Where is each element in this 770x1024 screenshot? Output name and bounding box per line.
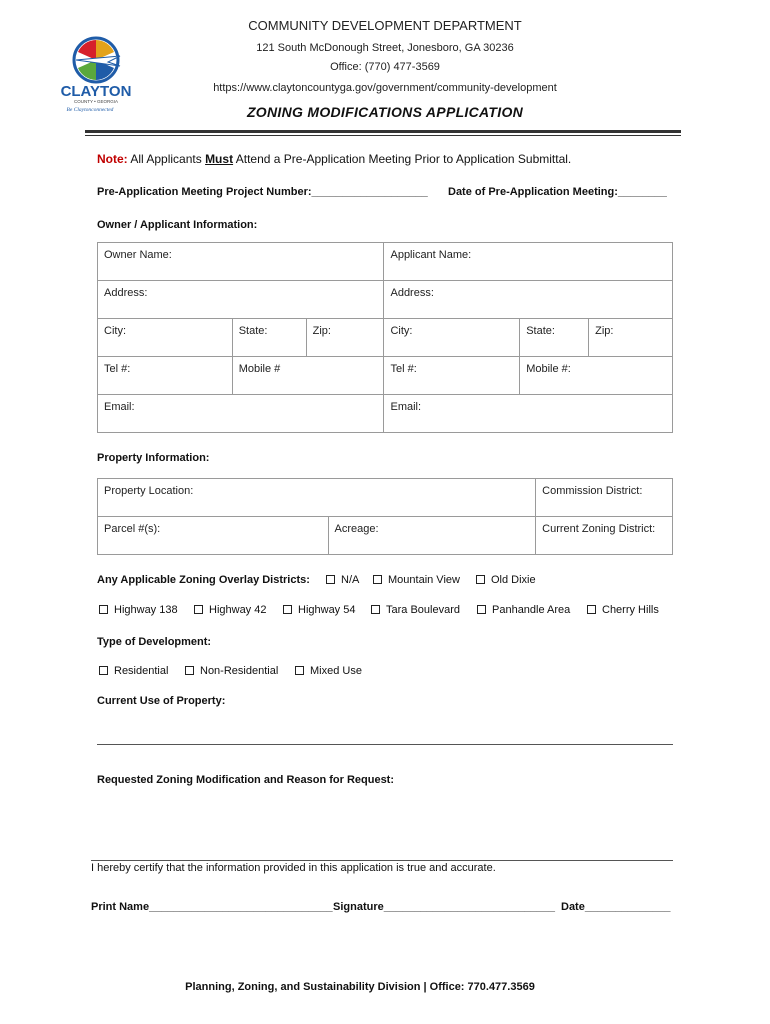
department-office-phone: Office: (770) 477-3569 [330,61,440,73]
note-text-after: Attend a Pre-Application Meeting Prior to Application Submittal. [233,152,572,166]
department-name: COMMUNITY DEVELOPMENT DEPARTMENT [248,18,522,33]
owner-zip-field[interactable]: Zip: [306,319,384,357]
overlay-option-old-dixie[interactable]: Old Dixie [476,574,536,586]
development-option-non-residential[interactable]: Non-Residential [185,665,278,677]
pre-app-date-field[interactable]: Date of Pre-Application Meeting:________ [448,186,667,198]
applicant-name-field[interactable]: Applicant Name: [384,243,673,281]
note-must: Must [205,152,234,166]
current-use-label: Current Use of Property: [97,695,226,707]
checkbox-icon[interactable] [185,666,194,675]
applicant-address-field[interactable]: Address: [384,281,673,319]
checkbox-icon[interactable] [371,605,380,614]
applicant-city-field[interactable]: City: [384,319,520,357]
overlay-option-panhandle-area[interactable]: Panhandle Area [477,604,570,616]
applicant-zip-field[interactable]: Zip: [589,319,673,357]
checkbox-icon[interactable] [99,666,108,675]
commission-district-field[interactable]: Commission District: [536,479,673,517]
checkbox-icon[interactable] [587,605,596,614]
owner-mobile-field[interactable]: Mobile # [232,357,384,395]
overlay-option-na[interactable]: N/A [326,574,359,586]
owner-applicant-table [97,242,673,433]
checkbox-icon[interactable] [476,575,485,584]
current-zoning-field[interactable]: Current Zoning District: [536,517,673,555]
overlay-option-highway-54[interactable]: Highway 54 [283,604,355,616]
overlay-option-tara-boulevard[interactable]: Tara Boulevard [371,604,460,616]
checkbox-icon[interactable] [194,605,203,614]
checkbox-icon[interactable] [477,605,486,614]
logo-subtext: COUNTY • GEORGIA [74,99,118,104]
parcel-field[interactable]: Parcel #(s): [98,517,329,555]
requested-modification-input-line[interactable] [91,860,673,861]
checkbox-icon[interactable] [283,605,292,614]
note-line [97,152,571,166]
owner-applicant-heading: Owner / Applicant Information: [97,219,258,231]
checkbox-icon[interactable] [295,666,304,675]
logo-tagline: Be Claytonconnected [66,107,114,113]
applicant-tel-field[interactable]: Tel #: [384,357,520,395]
note-text-before: All Applicants [127,152,206,166]
pre-app-project-number-field[interactable]: Pre-Application Meeting Project Number:___________________ [97,186,428,198]
acreage-field[interactable]: Acreage: [328,517,536,555]
overlay-option-cherry-hills[interactable]: Cherry Hills [587,604,659,616]
owner-city-field[interactable]: City: [98,319,233,357]
owner-address-field[interactable]: Address: [98,281,384,319]
title-rule [85,130,681,133]
checkbox-icon[interactable] [373,575,382,584]
footer-division-info: Planning, Zoning, and Sustainability Division | Office: 770.477.3569 [185,981,535,993]
current-use-input-line[interactable] [97,744,673,745]
property-info-table [97,478,673,555]
property-location-field[interactable]: Property Location: [98,479,536,517]
department-url[interactable]: https://www.claytoncountyga.gov/government/community-development [213,82,557,94]
requested-modification-label: Requested Zoning Modification and Reason for Request: [97,774,395,786]
applicant-state-field[interactable]: State: [520,319,589,357]
date-field[interactable]: Date______________ [561,901,671,913]
signature-field[interactable]: Signature____________________________ [333,901,556,913]
logo-wordmark: CLAYTON [60,83,132,100]
applicant-mobile-field[interactable]: Mobile #: [520,357,673,395]
owner-name-field[interactable]: Owner Name: [98,243,384,281]
owner-state-field[interactable]: State: [232,319,306,357]
checkbox-icon[interactable] [99,605,108,614]
checkbox-icon[interactable] [326,575,335,584]
applicant-email-field[interactable]: Email: [384,395,673,433]
department-address: 121 South McDonough Street, Jonesboro, GA 30236 [256,42,514,54]
development-option-mixed-use[interactable]: Mixed Use [295,665,362,677]
overlay-option-mountain-view[interactable]: Mountain View [373,574,460,586]
development-type-label: Type of Development: [97,636,212,648]
certification-text: I hereby certify that the information provided in this application is true and accurate. [91,862,496,874]
development-option-residential[interactable]: Residential [99,665,168,677]
form-title: ZONING MODIFICATIONS APPLICATION [246,104,524,120]
owner-email-field[interactable]: Email: [98,395,384,433]
title-rule-thin [85,135,681,136]
owner-tel-field[interactable]: Tel #: [98,357,233,395]
overlay-option-highway-42[interactable]: Highway 42 [194,604,266,616]
overlay-districts-label: Any Applicable Zoning Overlay Districts: [97,574,310,586]
property-info-heading: Property Information: [97,452,210,464]
overlay-option-highway-138[interactable]: Highway 138 [99,604,178,616]
note-label: Note: [97,152,128,166]
print-name-field[interactable]: Print Name______________________________ [91,901,333,913]
